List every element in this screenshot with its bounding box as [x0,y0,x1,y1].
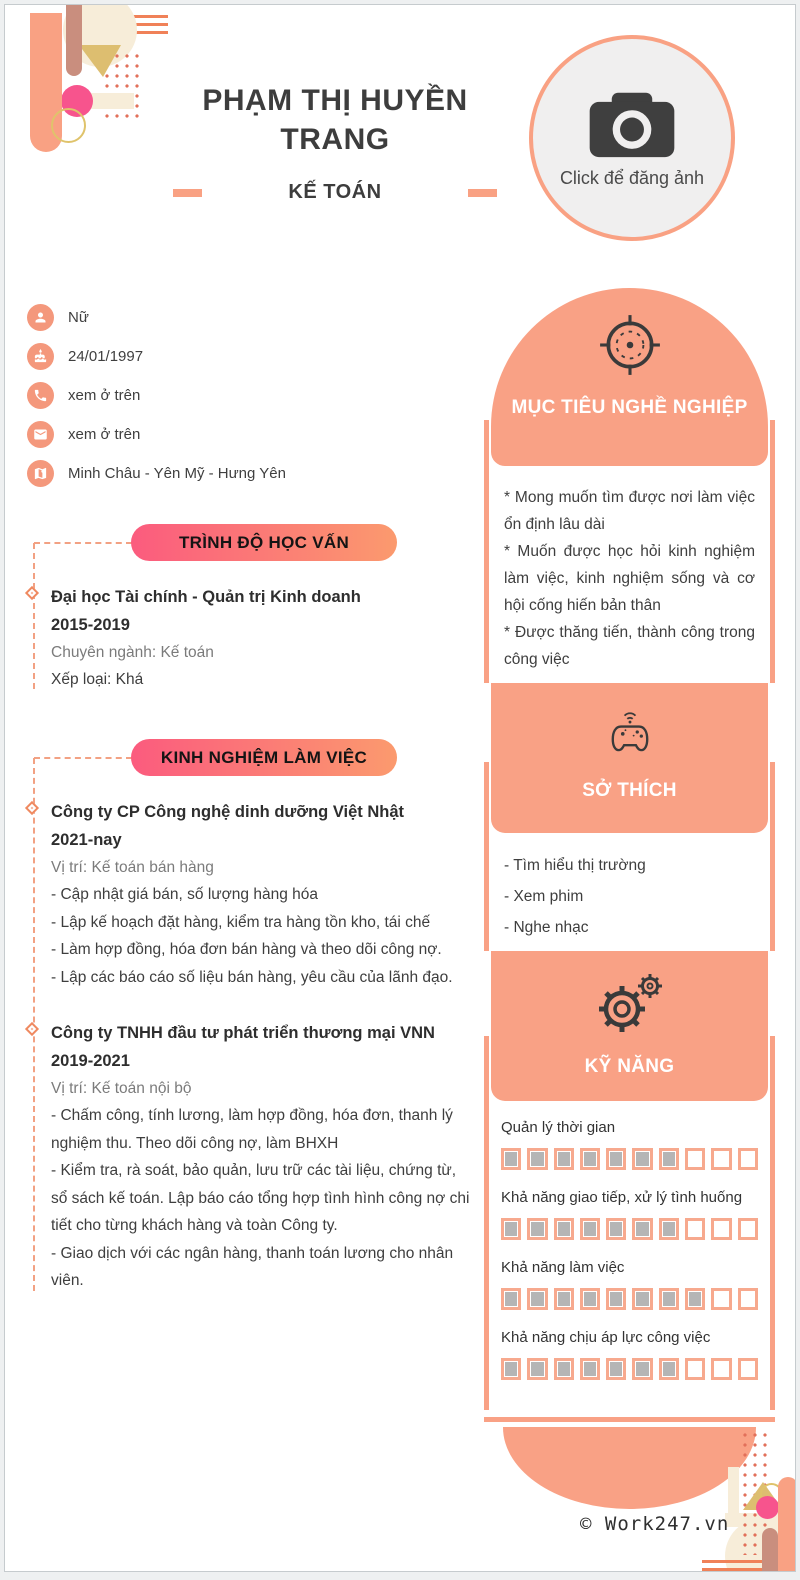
pink-circle-decor [756,1496,779,1519]
birthday-value: 24/01/1997 [68,348,144,365]
header [5,5,795,267]
contact-row-phone [27,382,475,409]
gender-value: Nữ [68,309,89,326]
skill-square-filled [659,1148,679,1170]
education-years: 2015-2019 [51,616,130,634]
skill-item [501,1118,758,1170]
hobby-item: - Xem phim [504,888,584,905]
skill-square-filled [632,1218,652,1240]
gender-icon [27,304,54,331]
skill-square-filled [554,1148,574,1170]
company-name: Công ty CP Công nghệ dinh dưỡng Việt Nhật [51,803,405,821]
skill-square-filled [580,1358,600,1380]
skill-square-empty [685,1218,705,1240]
objective-line: * Được thăng tiến, thành công trong công việc [504,624,755,668]
skill-square-filled [606,1218,626,1240]
skill-square-filled [501,1218,521,1240]
skill-square-filled [554,1218,574,1240]
skill-square-filled [580,1218,600,1240]
hobby-item: - Tìm hiểu thị trường [504,857,646,874]
bottom-right-decoration [695,1420,796,1572]
experience-bullet: - Lập các báo cáo số liệu bán hàng, yêu cầu của lãnh đạo. [51,968,453,986]
skill-square-empty [711,1148,731,1170]
skill-square-empty [738,1288,758,1310]
skill-square-filled [527,1218,547,1240]
phone-value: xem ở trên [68,387,141,404]
location-icon [27,460,54,487]
education-grade: Xếp loại: Khá [51,671,144,688]
skills-header [491,951,768,1101]
skill-level-squares [501,1218,758,1240]
cv-page [4,4,796,1572]
salmon-capsule-decor [778,1477,796,1572]
education-section [27,524,475,693]
education-major: Chuyên ngành: Kế toán [51,644,214,661]
photo-upload-placeholder[interactable] [529,35,735,241]
skill-square-filled [501,1358,521,1380]
skill-square-empty [711,1218,731,1240]
skill-item [501,1258,758,1310]
education-heading: TRÌNH ĐỘ HỌC VẤN [131,524,397,561]
gold-ring-decor [51,108,86,143]
skill-label: Khả năng chịu áp lực công việc [501,1329,711,1346]
experience-bullet: - Lập kế hoạch đặt hàng, kiểm tra hàng tồn kho, tái chế [51,913,431,931]
experience-heading: KINH NGHIỆM LÀM VIỆC [131,739,397,776]
skill-square-empty [738,1218,758,1240]
skill-square-empty [711,1358,731,1380]
triangle-decor [79,45,121,77]
rose-capsule-decor [762,1528,778,1572]
contact-row-email [27,421,475,448]
skill-level-squares [501,1358,758,1380]
skill-square-filled [527,1358,547,1380]
skill-square-filled [527,1288,547,1310]
diamond-bullet-icon [25,586,39,600]
email-icon [27,421,54,448]
experience-years: 2021-nay [51,831,122,849]
skill-square-filled [501,1148,521,1170]
hobby-item: - Nghe nhạc [504,919,589,936]
experience-bullets [51,1102,475,1295]
objective-line: * Muốn được học hỏi kinh nghiệm làm việc, kinh nghiệm sống và cơ hội cống hiến bản thân [504,543,755,614]
subtitle-dash-left [173,189,202,197]
education-entry [51,583,475,693]
skill-square-filled [580,1288,600,1310]
contact-list [27,304,475,487]
skill-square-filled [659,1288,679,1310]
experience-bullets [51,881,475,991]
rose-capsule-decor [66,5,82,76]
location-value: Minh Châu - Yên Mỹ - Hưng Yên [68,465,286,482]
contact-row-gender [27,304,475,331]
skill-square-filled [632,1358,652,1380]
skill-square-filled [554,1358,574,1380]
diamond-bullet-icon [25,1022,39,1036]
skill-square-filled [606,1358,626,1380]
gamepad-icon [601,703,659,766]
experience-bullet: - Chấm công, tính lương, làm hợp đồng, hóa đơn, thanh lý nghiệm thu. Theo dõi công nợ, làm BHXH [51,1107,453,1152]
main-columns [5,267,795,1509]
skill-square-filled [632,1288,652,1310]
hobbies-heading: SỞ THÍCH [582,780,677,801]
skill-label: Khả năng làm việc [501,1259,625,1276]
experience-bullet: - Giao dịch với các ngân hàng, thanh toán lương cho nhân viên. [51,1244,454,1289]
skill-square-filled [606,1288,626,1310]
experience-position: Vị trí: Kế toán bán hàng [51,859,214,876]
photo-upload-label: Click để đăng ảnh [559,168,705,188]
experience-years: 2019-2021 [51,1052,130,1070]
skill-square-empty [685,1358,705,1380]
contact-row-birthday [27,343,475,370]
skill-square-empty [685,1148,705,1170]
skill-square-filled [554,1288,574,1310]
footer-credit-link[interactable]: © Work247.vn [580,1513,730,1535]
experience-entry-2 [51,1019,475,1295]
skill-square-filled [501,1288,521,1310]
target-icon [597,312,663,383]
objective-heading: MỤC TIÊU NGHỀ NGHIỆP [511,397,748,418]
subtitle-dash-right [468,189,497,197]
skill-label: Khả năng giao tiếp, xử lý tình huống [501,1189,743,1206]
skill-level-squares [501,1148,758,1170]
skill-item [501,1188,758,1240]
skill-square-filled [659,1218,679,1240]
skill-square-filled [685,1288,705,1310]
person-name: PHẠM THỊ HUYỀN TRANG [202,84,468,156]
contact-row-location [27,460,475,487]
hobbies-header [491,683,768,833]
objective-line: * Mong muốn tìm được nơi làm việc ổn định lâu dài [504,489,755,533]
skill-square-empty [738,1358,758,1380]
beige-rect-decor [90,93,134,109]
gears-icon [592,971,668,1042]
stripes-decor [702,1560,762,1572]
connector-line [34,542,132,544]
skill-square-filled [606,1148,626,1170]
skill-square-filled [659,1358,679,1380]
skill-square-empty [738,1148,758,1170]
objective-header [491,288,768,466]
job-title: KẾ TOÁN [288,181,382,203]
company-name: Công ty TNHH đầu tư phát triển thương mại VNN [51,1024,435,1042]
experience-position: Vị trí: Kế toán nội bộ [51,1080,192,1097]
school-name: Đại học Tài chính - Quản trị Kinh doanh [51,588,361,606]
experience-bullet: - Làm hợp đồng, hóa đơn bán hàng và theo dõi công nợ. [51,941,442,958]
experience-entry-1 [51,798,475,991]
skill-level-squares [501,1288,758,1310]
skill-square-filled [527,1148,547,1170]
connector-line [34,757,132,759]
phone-icon [27,382,54,409]
diamond-bullet-icon [25,801,39,815]
experience-bullet: - Cập nhật giá bán, số lượng hàng hóa [51,886,319,903]
left-column [5,267,475,1295]
birthday-icon [27,343,54,370]
skill-item [501,1328,758,1380]
experience-bullet: - Kiểm tra, rà soát, bảo quản, lưu trữ các tài liệu, chứng từ, sổ sách kế toán. Lập báo cáo tổng hợp tình hình công nợ chi tiết cho từng khách hàng và toàn Công ty. [51,1162,470,1234]
skill-square-empty [711,1288,731,1310]
experience-section [27,739,475,1295]
skill-label: Quản lý thời gian [501,1119,616,1136]
name-block [173,81,497,204]
email-value: xem ở trên [68,426,141,443]
skill-square-filled [632,1148,652,1170]
skills-heading: KỸ NĂNG [584,1056,675,1077]
skill-square-filled [580,1148,600,1170]
right-column [484,288,775,1509]
camera-icon [586,87,678,166]
